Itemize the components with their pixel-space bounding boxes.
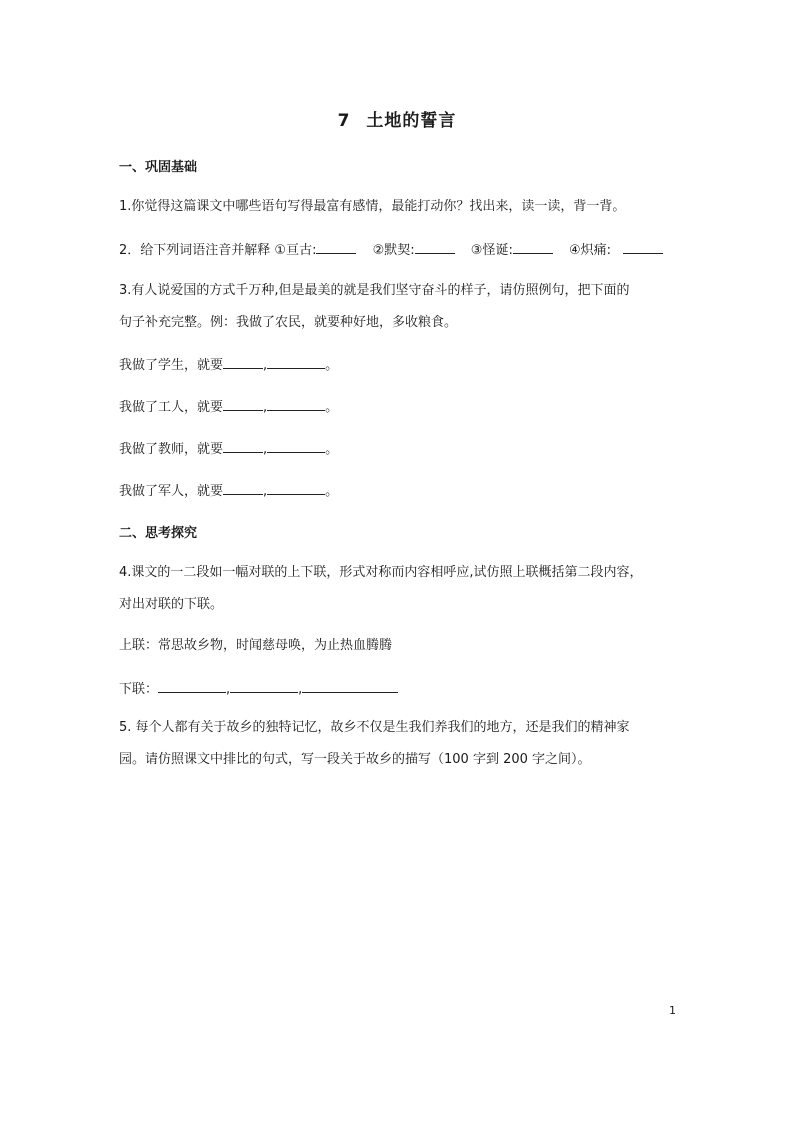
comma: , xyxy=(298,682,303,697)
period: 。 xyxy=(325,484,339,499)
fill-row-label: 我做了军人，就要 xyxy=(119,484,224,499)
question-3-line-2: 句子补充完整。例：我做了农民，就要种好地，多收粮食。 xyxy=(119,315,458,330)
answer-blank[interactable] xyxy=(513,240,553,254)
fill-row-student xyxy=(119,355,338,376)
answer-blank[interactable] xyxy=(415,240,455,254)
page-title xyxy=(0,106,794,131)
fill-row-soldier xyxy=(119,481,338,502)
comma: , xyxy=(226,682,231,697)
fill-row-teacher xyxy=(119,439,338,460)
answer-blank[interactable] xyxy=(316,240,356,254)
q2-item-4: ④炽痛: xyxy=(568,243,612,258)
answer-blank[interactable] xyxy=(230,679,298,693)
answer-blank[interactable] xyxy=(623,240,663,254)
answer-blank[interactable] xyxy=(223,481,263,495)
fill-row-worker xyxy=(119,397,338,418)
comma: , xyxy=(263,484,268,499)
q2-item-3: ③怪诞: xyxy=(470,243,513,258)
q2-item-2: ②默契: xyxy=(372,243,415,258)
period: 。 xyxy=(325,400,339,415)
lesson-title: 土地的誓言 xyxy=(366,111,457,131)
answer-blank[interactable] xyxy=(267,355,325,369)
question-4-line-1: 4.课文的一二段如一幅对联的上下联，形式对称而内容相呼应,试仿照上联概括第二段内容， xyxy=(119,565,643,580)
question-5-line-2: 园。请仿照课文中排比的句式，写一段关于故乡的描写（100 字到 200 字之间）。 xyxy=(119,752,591,767)
fill-row-label: 我做了学生，就要 xyxy=(119,358,224,373)
question-2-prefix: 2．给下列词语注音并解释 xyxy=(119,243,271,258)
couplet-lower xyxy=(119,679,398,700)
question-1: 1.你觉得这篇课文中哪些语句写得最富有感情，最能打动你？找出来，读一读，背一背。 xyxy=(119,199,626,214)
comma: , xyxy=(263,400,268,415)
question-3-line-1: 3.有人说爱国的方式千万种,但是最美的就是我们坚守奋斗的样子，请仿照例句，把下面的 xyxy=(119,283,630,298)
fill-row-label: 我做了教师，就要 xyxy=(119,442,224,457)
answer-blank[interactable] xyxy=(223,355,263,369)
answer-blank[interactable] xyxy=(223,439,263,453)
question-4-line-2: 对出对联的下联。 xyxy=(119,597,224,612)
answer-blank[interactable] xyxy=(158,679,226,693)
period: 。 xyxy=(325,442,339,457)
answer-blank[interactable] xyxy=(267,481,325,495)
comma: , xyxy=(263,442,268,457)
couplet-lower-label: 下联： xyxy=(119,682,159,697)
answer-blank[interactable] xyxy=(267,397,325,411)
section-heading-1: 一、巩固基础 xyxy=(119,160,198,175)
couplet-upper: 上联：常思故乡物，时闻慈母唤，为止热血腾腾 xyxy=(119,638,393,653)
answer-blank[interactable] xyxy=(223,397,263,411)
question-2 xyxy=(119,240,663,261)
fill-row-label: 我做了工人，就要 xyxy=(119,400,224,415)
page-number: 1 xyxy=(669,1004,676,1017)
q2-item-1: ①亘古: xyxy=(274,243,317,258)
lesson-number: 7 xyxy=(337,111,351,131)
section-heading-2: 二、思考探究 xyxy=(119,526,198,541)
question-5-line-1: 5. 每个人都有关于故乡的独特记忆，故乡不仅是生我们养我们的地方，还是我们的精神家 xyxy=(119,720,630,735)
answer-blank[interactable] xyxy=(267,439,325,453)
period: 。 xyxy=(325,358,339,373)
comma: , xyxy=(263,358,268,373)
answer-blank[interactable] xyxy=(302,679,398,693)
